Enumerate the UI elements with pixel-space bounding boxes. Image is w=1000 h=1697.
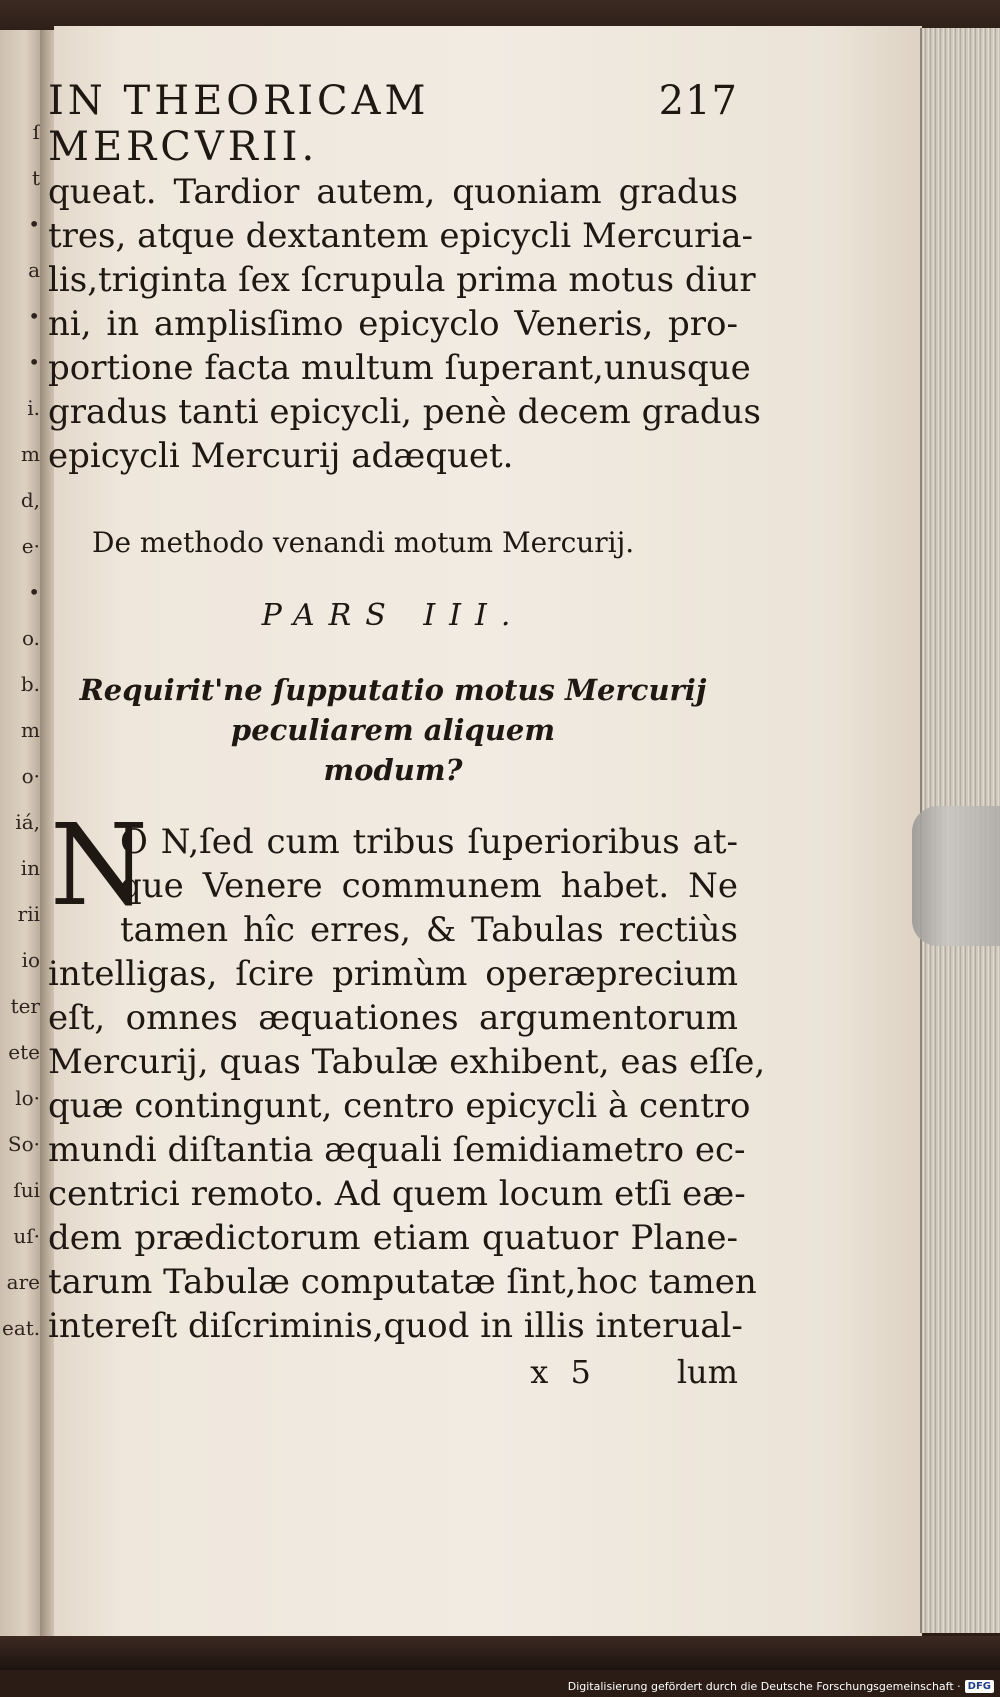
part-heading: PARS III. bbox=[261, 598, 525, 633]
body-line: tamen hîc erres, & Tabulas rectiùs bbox=[120, 910, 738, 950]
left-margin-fragment: m bbox=[21, 442, 40, 466]
body-line: intelligas, ſcire primùm operæprecium bbox=[48, 954, 738, 994]
page-footer bbox=[48, 1350, 738, 1394]
left-margin-fragment: uſ· bbox=[13, 1224, 40, 1248]
catchword: lum bbox=[676, 1353, 738, 1391]
drop-cap: N bbox=[50, 801, 148, 931]
left-margin-fragment: are bbox=[6, 1270, 40, 1294]
left-margin-fragment: iá, bbox=[15, 810, 40, 834]
bookmark-clip bbox=[912, 806, 1000, 946]
body-line: O N,ſed cum tribus ſuperioribus at- bbox=[120, 822, 738, 862]
page-number: 217 bbox=[658, 78, 738, 124]
body-line: quæ contingunt, centro epicycli à centro bbox=[48, 1086, 751, 1126]
left-margin-fragment: eat. bbox=[2, 1316, 40, 1340]
left-margin-fragment: a bbox=[28, 258, 40, 282]
body-line: que Venere communem habet. Ne bbox=[120, 866, 738, 906]
left-margin-fragment: o· bbox=[21, 764, 40, 788]
body-line: eſt, omnes æquationes argumentorum bbox=[48, 998, 738, 1038]
running-head-title: IN THEORICAM MERCVRII. bbox=[48, 78, 430, 170]
credit-text: Digitalisierung gefördert durch die Deutsche Forschungsgemeinschaft · bbox=[567, 1680, 961, 1693]
left-margin-fragment: • bbox=[28, 580, 40, 604]
body-line: mundi diſtantia æquali ſemidiametro ec- bbox=[48, 1130, 746, 1170]
left-margin-fragment: t bbox=[31, 166, 40, 190]
left-margin-fragment: in bbox=[20, 856, 40, 880]
page-bottom-shadow bbox=[0, 1636, 1000, 1670]
section-note: De methodo venandi motum Mercurij. bbox=[92, 526, 635, 559]
left-page-text-fragments bbox=[0, 120, 40, 1420]
left-margin-fragment: ſ bbox=[32, 120, 40, 144]
body-line: dem prædictorum etiam quatuor Plane- bbox=[48, 1218, 738, 1258]
left-margin-fragment: b. bbox=[20, 672, 40, 696]
question-line: peculiarem aliquem bbox=[230, 713, 556, 747]
body-line: gradus tanti epicycli, penè decem gradus bbox=[48, 392, 762, 432]
body-line: queat. Tardior autem, quoniam gradus bbox=[48, 172, 738, 212]
left-margin-fragment: e· bbox=[21, 534, 40, 558]
left-margin-fragment: i. bbox=[27, 396, 40, 420]
body-line: epicycli Mercurij adæquet. bbox=[48, 436, 514, 476]
question-line: modum? bbox=[323, 753, 463, 787]
left-margin-fragment: d, bbox=[20, 488, 40, 512]
left-margin-fragment: ſui bbox=[13, 1178, 40, 1202]
left-margin-fragment: lo· bbox=[15, 1086, 40, 1110]
body-paragraph bbox=[48, 170, 762, 478]
body-line: portione facta multum ſuperant,unusque bbox=[48, 348, 751, 388]
body-line: tarum Tabulæ computatæ ſint,hoc tamen bbox=[48, 1262, 757, 1302]
body-line: Mercurij, quas Tabulæ exhibent, eas eſſe, bbox=[48, 1042, 766, 1082]
left-margin-fragment: ter bbox=[10, 994, 40, 1018]
body-line: centrici remoto. Ad quem locum etſi eæ- bbox=[48, 1174, 746, 1214]
dfg-logo: DFG bbox=[965, 1680, 994, 1693]
left-margin-fragment: • bbox=[28, 304, 40, 328]
left-margin-fragment: So· bbox=[7, 1132, 40, 1156]
body-line: intereſt diſcriminis,quod in illis interual- bbox=[48, 1306, 743, 1346]
left-margin-fragment: ete bbox=[8, 1040, 40, 1064]
question-heading bbox=[48, 670, 738, 790]
left-margin-fragment: o. bbox=[21, 626, 40, 650]
answer-paragraph bbox=[48, 801, 766, 1348]
body-line: tres, atque dextantem epicycli Mercuria- bbox=[48, 216, 753, 256]
running-head bbox=[48, 78, 738, 170]
question-line: Requirit'ne ſupputatio motus Mercurij bbox=[79, 673, 707, 707]
left-margin-fragment: • bbox=[28, 350, 40, 374]
left-margin-fragment: • bbox=[28, 212, 40, 236]
text-block bbox=[48, 78, 766, 1394]
left-margin-fragment: io bbox=[21, 948, 40, 972]
signature-mark: x 5 bbox=[530, 1353, 597, 1391]
body-line: lis,triginta ſex ſcrupula prima motus diur bbox=[48, 260, 756, 300]
body-line: ni, in amplisſimo epicyclo Veneris, pro- bbox=[48, 304, 738, 344]
digitization-credit bbox=[568, 1680, 994, 1693]
left-margin-fragment: rii bbox=[17, 902, 40, 926]
left-margin-fragment: m bbox=[21, 718, 40, 742]
